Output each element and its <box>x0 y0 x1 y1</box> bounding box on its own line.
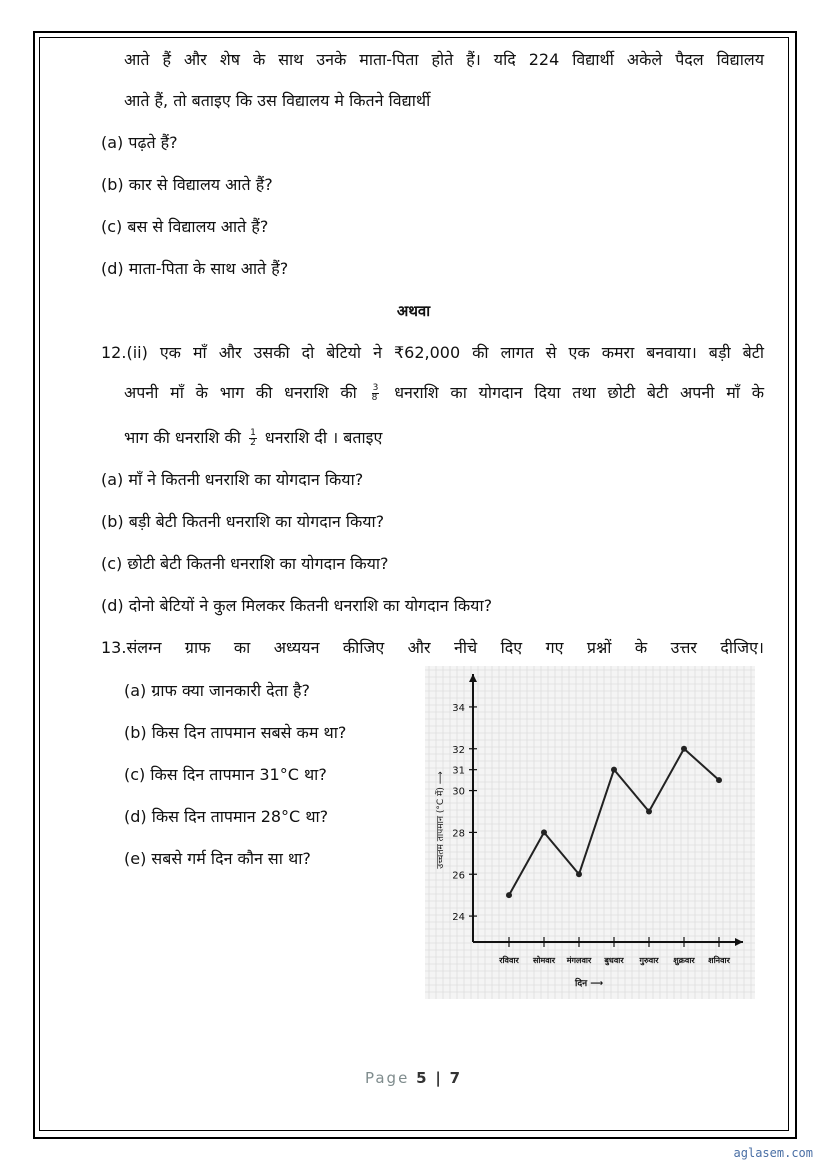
chart-svg <box>425 666 755 999</box>
q12-option-d: (d) दोनो बेटियों ने कुल मिलकर कितनी धनराशि का योगदान किया? <box>101 596 493 615</box>
q12-line-2 <box>124 383 764 403</box>
temperature-chart <box>425 666 755 999</box>
x-tick-label: गुरुवार <box>639 956 659 965</box>
q11-line-1: आते हैं और शेष के साथ उनके माता-पिता होते हैं। यदि 224 विद्यार्थी अकेले पैदल विद्यालय <box>124 50 764 69</box>
site-watermark: aglasem.com <box>733 1146 813 1160</box>
q12-option-a: (a) माँ ने कितनी धनराशि का योगदान किया? <box>101 470 364 489</box>
y-tick-label: 32 <box>452 744 465 756</box>
q13-option-c: (c) किस दिन तापमान 31°C था? <box>124 765 327 784</box>
x-tick-label: रविवार <box>499 956 519 965</box>
q13-option-d: (d) किस दिन तापमान 28°C था? <box>124 807 329 826</box>
footer-total-pages: 7 <box>449 1069 463 1087</box>
or-heading: अथवा <box>396 302 431 320</box>
data-point <box>716 777 722 783</box>
data-point <box>576 871 582 877</box>
y-tick-label: 34 <box>452 702 465 714</box>
q12-option-c: (c) छोटी बेटी कितनी धनराशि का योगदान किया? <box>101 554 389 573</box>
fraction-numerator: 1 <box>250 428 256 438</box>
fraction-numerator: 3 <box>372 383 379 393</box>
q11-option-a: (a) पढ़ते हैं? <box>101 133 178 152</box>
q13-option-a: (a) ग्राफ क्या जानकारी देता है? <box>124 681 310 700</box>
q12-line-1: 12.(ii) एक माँ और उसकी दो बेटियो ने ₹62,000 की लागत से एक कमरा बनवाया। बड़ी बेटी <box>101 343 764 362</box>
x-tick-label: शुक्रवार <box>673 956 695 965</box>
y-tick-label: 26 <box>452 870 465 882</box>
data-point <box>541 829 547 835</box>
footer-separator: | <box>435 1069 443 1087</box>
q13-stem: 13.संलग्न ग्राफ का अध्ययन कीजिए और नीचे दिए गए प्रश्नों के उत्तर दीजिए। <box>101 638 764 657</box>
fraction-three-eighths <box>372 384 380 403</box>
q12-line-2-pre: अपनी माँ के भाग की धनराशि की <box>124 383 357 402</box>
page-footer <box>0 1069 827 1087</box>
data-point <box>611 767 617 773</box>
data-point <box>506 892 512 898</box>
fraction-one-half <box>249 429 257 448</box>
x-tick-label: सोमवार <box>532 956 556 965</box>
q12-line-3-post: धनराशि दी । बताइए <box>264 428 383 447</box>
q13-option-e: (e) सबसे गर्म दिन कौन सा था? <box>124 849 311 868</box>
data-point <box>681 746 687 752</box>
y-tick-label: 31 <box>452 765 465 777</box>
x-axis-label: दिन ⟶ <box>575 979 604 989</box>
x-tick-label: मंगलवार <box>566 956 592 965</box>
q11-option-c: (c) बस से विद्यालय आते हैं? <box>101 217 269 236</box>
x-tick-label: शनिवार <box>708 956 730 965</box>
y-tick-label: 28 <box>452 828 465 840</box>
q12-line-2-post: धनराशि का योगदान दिया तथा छोटी बेटी अपनी माँ के <box>394 383 764 402</box>
footer-page-word: Page <box>364 1069 410 1087</box>
x-tick-label: बुधवार <box>604 956 624 965</box>
q13-option-b: (b) किस दिन तापमान सबसे कम था? <box>124 723 347 742</box>
footer-page-number: 5 <box>416 1069 429 1087</box>
q11-option-d: (d) माता-पिता के साथ आते हैं? <box>101 259 289 278</box>
q11-option-b: (b) कार से विद्यालय आते हैं? <box>101 175 273 194</box>
data-point <box>646 809 652 815</box>
y-tick-label: 24 <box>452 912 465 924</box>
q12-line-3-pre: भाग की धनराशि की <box>124 428 241 447</box>
q12-option-b: (b) बड़ी बेटी कितनी धनराशि का योगदान किया? <box>101 512 385 531</box>
fraction-denominator: 8 <box>371 393 378 403</box>
q12-line-3 <box>124 428 382 448</box>
fraction-denominator: 2 <box>250 438 256 448</box>
y-tick-label: 30 <box>452 786 465 798</box>
q11-line-2: आते हैं, तो बताइए कि उस विद्यालय मे कितने विद्यार्थी <box>124 91 431 110</box>
y-axis-label: उच्चतम तापमान (°C में) ⟶ <box>436 771 446 869</box>
